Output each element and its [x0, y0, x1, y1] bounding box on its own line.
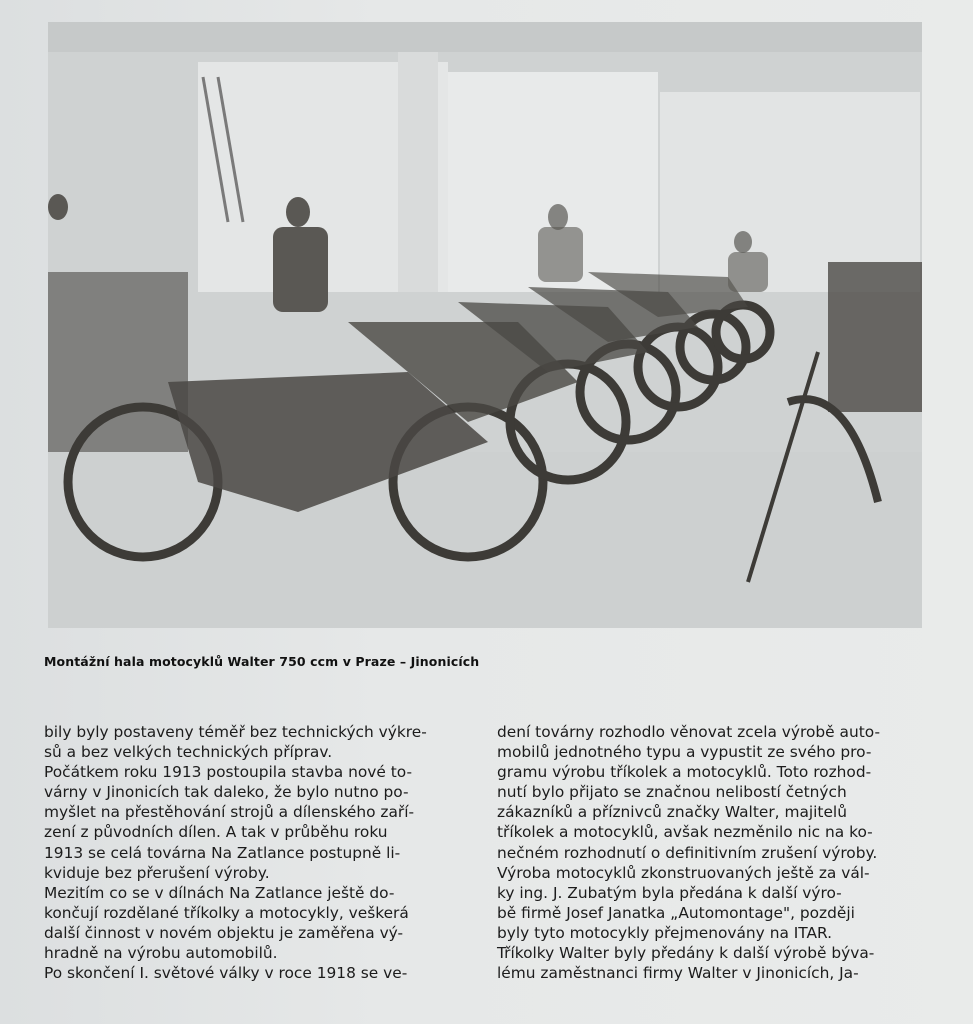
text-line: další činnost v novém objektu je zaměřena vý-: [44, 923, 404, 942]
text-line: nečném rozhodnutí o definitivním zrušení výroby.: [497, 843, 878, 862]
text-line: várny v Jinonicích tak daleko, že bylo nutno po-: [44, 783, 409, 802]
text-line: sů a bez velkých technických příprav.: [44, 743, 333, 762]
floor: [48, 452, 922, 628]
text-line: Výroba motocyklů zkonstruovaných ještě za vál-: [497, 863, 870, 882]
text-line: bily byly postaveny téměř bez technických výkre-: [44, 723, 427, 741]
text-line: myšlet na přestěhování strojů a dílenského zaří-: [44, 803, 415, 822]
text-line: hradně na výrobu automobilů.: [44, 944, 278, 963]
right-text-column: [497, 722, 935, 983]
text-line: bě firmě Josef Janatka „Automontage", později: [497, 903, 855, 922]
text-line: gramu výrobu tříkolek a motocyklů. Toto rozhod-: [497, 763, 872, 782]
motorcycle-hall-photo: [48, 22, 922, 628]
text-line: 1913 se celá továrna Na Zatlance postupně li-: [44, 843, 401, 862]
text-line: Po skončení I. světové války v roce 1918 se ve-: [44, 964, 408, 983]
text-line: nutí bylo přijato se značnou nelibostí četných: [497, 783, 847, 802]
text-line: tříkolek a motocyklů, avšak nezměnilo nic na ko-: [497, 823, 873, 842]
photo-caption: Montážní hala motocyklů Walter 750 ccm v Praze – Jinonicích: [44, 654, 480, 669]
text-line: kviduje bez přerušení výroby.: [44, 863, 270, 882]
photo-illustration: [48, 22, 922, 628]
text-line: byly tyto motocykly přejmenovány na ITAR.: [497, 923, 833, 942]
text-line: dení továrny rozhodlo věnovat zcela výrobě auto-: [497, 723, 881, 741]
text-line: lému zaměstnanci firmy Walter v Jinonicích, Ja-: [497, 964, 859, 983]
text-line: zení z původních dílen. A tak v průběhu roku: [44, 823, 388, 842]
text-line: Mezitím co se v dílnách Na Zatlance ještě do-: [44, 883, 395, 902]
text-line: zákazníků a příznivců značky Walter, majitelů: [497, 803, 847, 822]
workbench: [48, 272, 188, 472]
text-line: mobilů jednotného typu a vypustit ze svého pro-: [497, 743, 872, 762]
text-line: Počátkem roku 1913 postoupila stavba nové to-: [44, 763, 413, 782]
text-line: Tříkolky Walter byly předány k další výrobě býva-: [497, 944, 875, 963]
text-line: ky ing. J. Zubatým byla předána k další výro-: [497, 883, 842, 902]
left-text-column: [44, 722, 472, 983]
ceiling: [48, 22, 922, 52]
pillar: [398, 32, 438, 292]
text-line: končují rozdělané tříkolky a motocykly, veškerá: [44, 903, 409, 922]
